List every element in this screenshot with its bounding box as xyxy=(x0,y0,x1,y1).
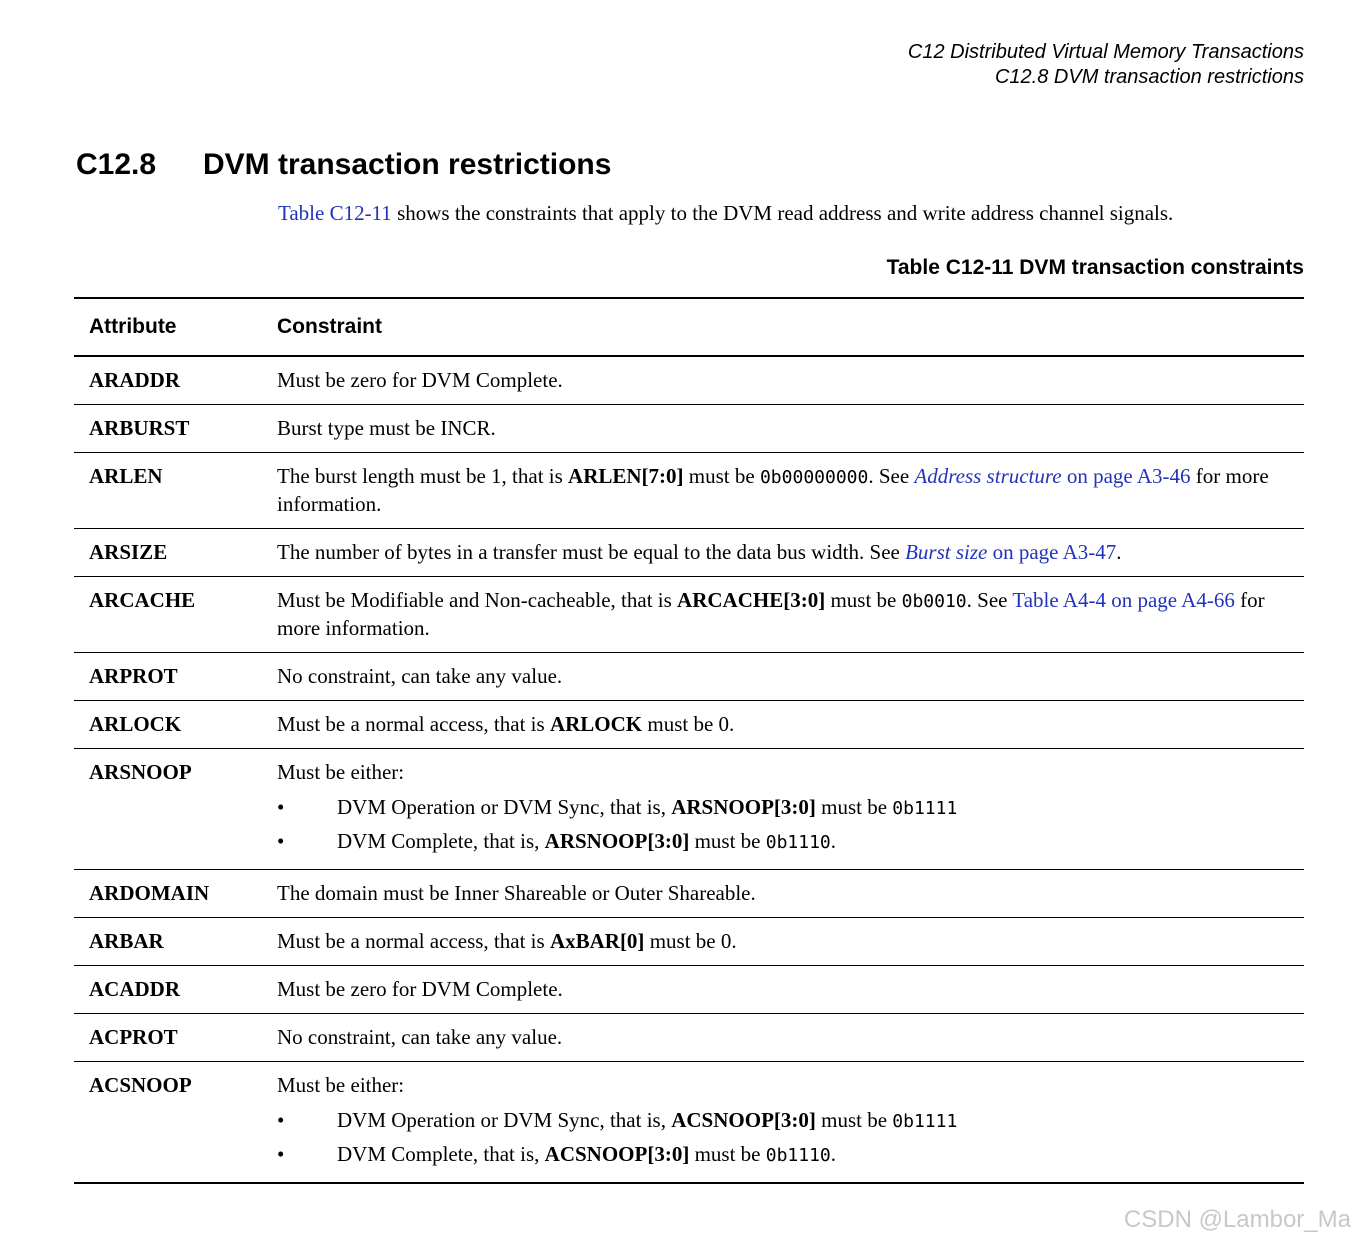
xref-title: Burst size xyxy=(905,540,988,564)
table-row xyxy=(74,966,1304,1014)
watermark: CSDN @Lambor_Ma xyxy=(1123,1206,1351,1233)
constraint-cell xyxy=(277,749,1304,870)
signal-name: ARSNOOP[3:0] xyxy=(671,795,816,819)
bullet-icon: • xyxy=(277,1142,285,1166)
table-row xyxy=(74,356,1304,405)
constraints-table xyxy=(74,297,1304,1184)
text-span: must be 0. xyxy=(644,929,737,953)
constraint-cell: No constraint, can take any value. xyxy=(277,653,1304,701)
attribute-cell: ARPROT xyxy=(74,653,277,701)
attribute-cell: ARCACHE xyxy=(74,577,277,653)
table-row xyxy=(74,749,1304,870)
list-item xyxy=(277,825,1290,859)
xref-page: on page A3-46 xyxy=(1061,464,1191,488)
text-span: DVM Operation or DVM Sync, that is, xyxy=(337,795,672,819)
bullet-icon: • xyxy=(277,795,285,819)
text-span: must be xyxy=(683,464,760,488)
code-value: 0b1110 xyxy=(765,1145,831,1166)
constraint-cell xyxy=(277,701,1304,749)
attribute-cell: ACPROT xyxy=(74,1014,277,1062)
constraint-cell: The domain must be Inner Shareable or Outer Shareable. xyxy=(277,870,1304,918)
table-row xyxy=(74,529,1304,577)
attribute-cell: ARSIZE xyxy=(74,529,277,577)
constraint-cell xyxy=(277,577,1304,653)
attribute-cell: ARADDR xyxy=(74,356,277,405)
section-heading xyxy=(76,148,611,182)
constraint-cell: Must be zero for DVM Complete. xyxy=(277,966,1304,1014)
section-title: DVM transaction restrictions xyxy=(203,148,612,181)
attribute-cell: ARDOMAIN xyxy=(74,870,277,918)
constraint-cell xyxy=(277,918,1304,966)
intro-text: shows the constraints that apply to the DVM read address and write address channel signals. xyxy=(391,201,1174,225)
text-span: Must be a normal access, that is xyxy=(277,712,550,736)
text-span: must be xyxy=(815,795,893,819)
text-span: must be 0. xyxy=(642,712,735,736)
table-caption: Table C12-11 DVM transaction constraints xyxy=(886,256,1304,279)
text-span: DVM Operation or DVM Sync, that is, xyxy=(337,1108,672,1132)
text-span: The burst length must be 1, that is xyxy=(277,464,569,488)
signal-name: ARLEN[7:0] xyxy=(568,464,684,488)
section-number: C12.8 xyxy=(76,148,157,181)
text-span: for more information. xyxy=(277,464,1269,516)
column-header-constraint: Constraint xyxy=(277,298,1304,356)
table-row xyxy=(74,1062,1304,1184)
constraint-cell xyxy=(277,453,1304,529)
table-header-row xyxy=(74,298,1304,356)
constraint-cell: Burst type must be INCR. xyxy=(277,405,1304,453)
signal-name: ARSNOOP[3:0] xyxy=(544,829,690,853)
table-link[interactable]: Table C12-11 xyxy=(278,201,392,225)
xref-link[interactable] xyxy=(914,464,1190,488)
text-span: for more information. xyxy=(277,588,1265,640)
attribute-cell: ACADDR xyxy=(74,966,277,1014)
attribute-cell: ARLOCK xyxy=(74,701,277,749)
table-row xyxy=(74,453,1304,529)
table-row xyxy=(74,701,1304,749)
text-span: . See xyxy=(868,464,915,488)
attribute-cell: ARBAR xyxy=(74,918,277,966)
code-value: 0b00000000 xyxy=(759,467,869,488)
intro-paragraph xyxy=(278,201,1173,226)
constraint-cell: No constraint, can take any value. xyxy=(277,1014,1304,1062)
constraint-lead: Must be either: xyxy=(277,1073,405,1097)
attribute-cell: ARSNOOP xyxy=(74,749,277,870)
text-span: must be xyxy=(689,829,766,853)
constraint-cell xyxy=(277,529,1304,577)
constraints-table-container xyxy=(74,297,1304,1184)
xref-link[interactable] xyxy=(905,540,1116,564)
text-span: Must be Modifiable and Non-cacheable, that is xyxy=(277,588,678,612)
text-span: must be xyxy=(815,1108,893,1132)
constraint-cell: Must be zero for DVM Complete. xyxy=(277,356,1304,405)
header-section: C12.8 DVM transaction restrictions xyxy=(994,66,1304,88)
running-header xyxy=(908,40,1304,90)
code-value: 0b1110 xyxy=(765,832,831,853)
code-value: 0b1111 xyxy=(892,798,958,819)
bullet-icon: • xyxy=(277,829,285,853)
text-span: . xyxy=(1116,540,1122,564)
table-row xyxy=(74,918,1304,966)
text-span: . xyxy=(830,829,837,853)
code-value: 0b0010 xyxy=(901,591,967,612)
text-span: . See xyxy=(966,588,1013,612)
text-span: must be xyxy=(689,1142,766,1166)
text-span: Must be a normal access, that is xyxy=(277,929,550,953)
signal-name: AxBAR[0] xyxy=(549,929,645,953)
attribute-cell: ACSNOOP xyxy=(74,1062,277,1184)
list-item xyxy=(277,1104,1290,1138)
table-row xyxy=(74,405,1304,453)
constraint-cell xyxy=(277,1062,1304,1184)
header-chapter: C12 Distributed Virtual Memory Transactions xyxy=(907,41,1304,63)
table-row xyxy=(74,1014,1304,1062)
text-span: The number of bytes in a transfer must be equal to the data bus width. See xyxy=(277,540,906,564)
signal-name: ACSNOOP[3:0] xyxy=(544,1142,690,1166)
signal-name: ARLOCK xyxy=(549,712,643,736)
xref-page: on page A3-47 xyxy=(987,540,1117,564)
table-row xyxy=(74,577,1304,653)
text-span: DVM Complete, that is, xyxy=(337,1142,545,1166)
attribute-cell: ARLEN xyxy=(74,453,277,529)
table-row xyxy=(74,870,1304,918)
bullet-list xyxy=(277,791,1290,859)
bullet-list xyxy=(277,1104,1290,1172)
table-row xyxy=(74,653,1304,701)
code-value: 0b1111 xyxy=(892,1111,958,1132)
text-span: must be xyxy=(825,588,902,612)
column-header-attribute: Attribute xyxy=(74,298,277,356)
signal-name: ACSNOOP[3:0] xyxy=(671,1108,816,1132)
attribute-cell: ARBURST xyxy=(74,405,277,453)
text-span: . xyxy=(830,1142,837,1166)
constraint-lead: Must be either: xyxy=(277,760,405,784)
signal-name: ARCACHE[3:0] xyxy=(677,588,826,612)
xref-link[interactable]: Table A4-4 on page A4-66 xyxy=(1012,588,1235,612)
bullet-icon: • xyxy=(277,1108,285,1132)
text-span: DVM Complete, that is, xyxy=(337,829,545,853)
list-item xyxy=(277,791,1290,825)
xref-title: Address structure xyxy=(914,464,1062,488)
list-item xyxy=(277,1138,1290,1172)
